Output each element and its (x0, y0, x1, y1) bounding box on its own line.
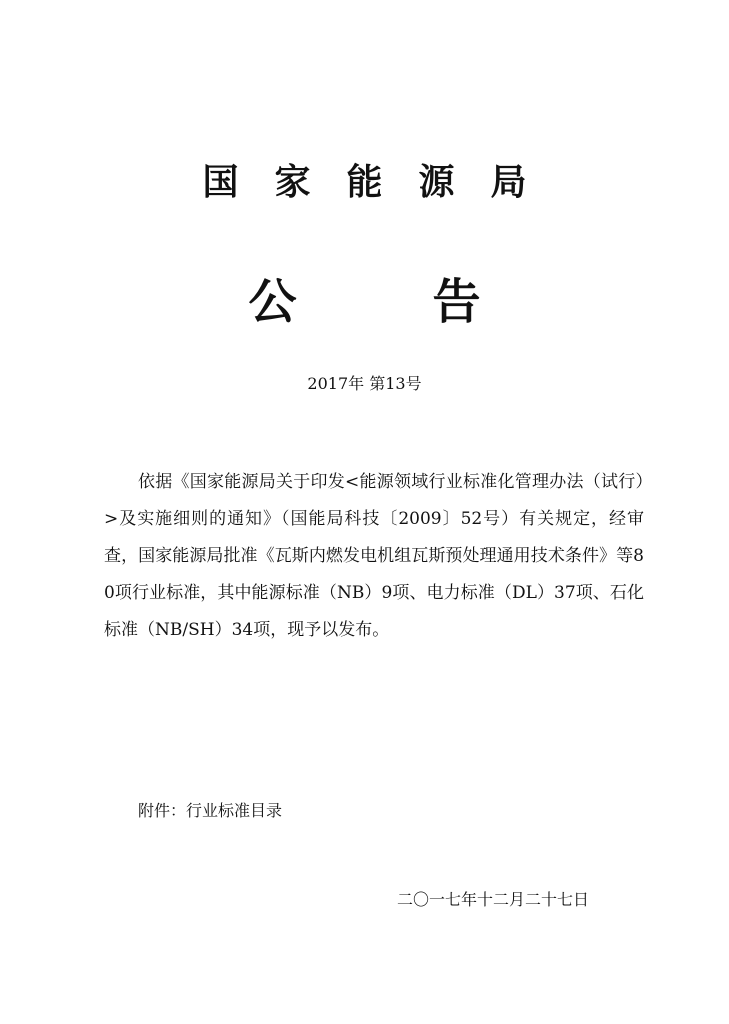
issue-date: 二〇一七年十二月二十七日 (397, 890, 590, 909)
document-number: 2017年 第13号 (307, 374, 422, 393)
issuer-char: 家 (274, 161, 311, 203)
issuer-char: 国 (202, 161, 239, 203)
doctype-char: 公 (248, 274, 297, 330)
body-paragraph: 依据《国家能源局关于印发<能源领域行业标准化管理办法（试行）>及实施细则的通知》（国能局科技〔2009〕52号）有关规定，经审查，国家能源局批准《瓦斯内燃发电机组瓦斯预处理通用技术条件》等80项行业标准，其中能源标准（NB）9项、电力标准（DL）37项、石化标准（NB/SH）34项，现予以发布。 (104, 472, 644, 640)
issuer-title (0, 154, 729, 205)
issuer-char: 源 (418, 161, 455, 203)
issuer-char: 局 (490, 161, 527, 203)
attachment-note: 附件：行业标准目录 (138, 801, 283, 820)
issuer-char: 能 (346, 161, 383, 203)
doctype-char: 告 (432, 274, 481, 330)
document-type-title (0, 263, 729, 332)
